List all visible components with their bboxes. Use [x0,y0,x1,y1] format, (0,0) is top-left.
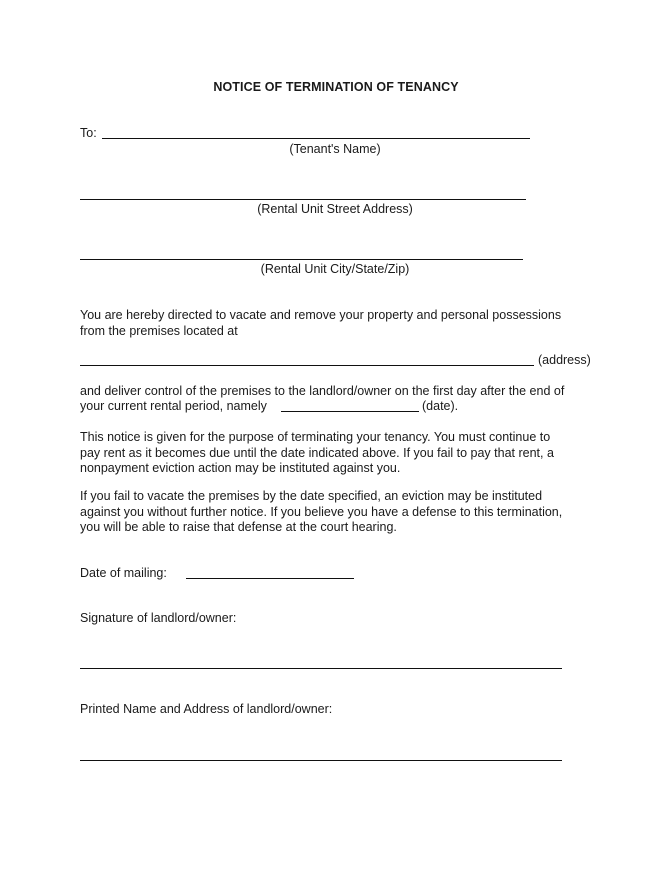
tenant-name-caption: (Tenant's Name) [289,142,381,156]
tenant-name-line[interactable] [102,138,530,139]
mailing-date-label: Date of mailing: [80,566,167,580]
deliver-control-text: and deliver control of the premises to the landlord/owner on the first day after the end of [80,384,565,398]
street-address-line[interactable] [80,199,526,200]
printed-name-label: Printed Name and Address of landlord/owner: [80,702,333,716]
to-label: To: [80,126,97,140]
rental-period-text: your current rental period, namely [80,399,267,413]
eviction-paragraph: If you fail to vacate the premises by the date specified, an eviction may be instituted against you without further notice. If you believe you have a defense to this termination, you will be able to raise that defense at the court hearing. [80,489,563,534]
mailing-date-line[interactable] [186,578,354,579]
vacate-paragraph: You are hereby directed to vacate and remove your property and personal possessions from the premises located at [80,308,562,338]
rent-notice-paragraph: This notice is given for the purpose of terminating your tenancy. You must continue to pay rent as it becomes due until the date indicated above. If you fail to pay that rent, a nonpayment eviction action may be instituted against you. [80,430,554,475]
signature-label: Signature of landlord/owner: [80,611,237,625]
date-label: (date). [422,399,459,413]
document-title: NOTICE OF TERMINATION OF TENANCY [213,80,459,94]
end-date-line[interactable] [281,411,419,412]
street-address-caption: (Rental Unit Street Address) [257,202,413,216]
address-label: (address) [538,353,591,367]
signature-line[interactable] [80,668,562,669]
city-state-zip-line[interactable] [80,259,523,260]
printed-name-line[interactable] [80,760,562,761]
city-state-zip-caption: (Rental Unit City/State/Zip) [260,262,410,276]
premises-address-line[interactable] [80,365,534,366]
